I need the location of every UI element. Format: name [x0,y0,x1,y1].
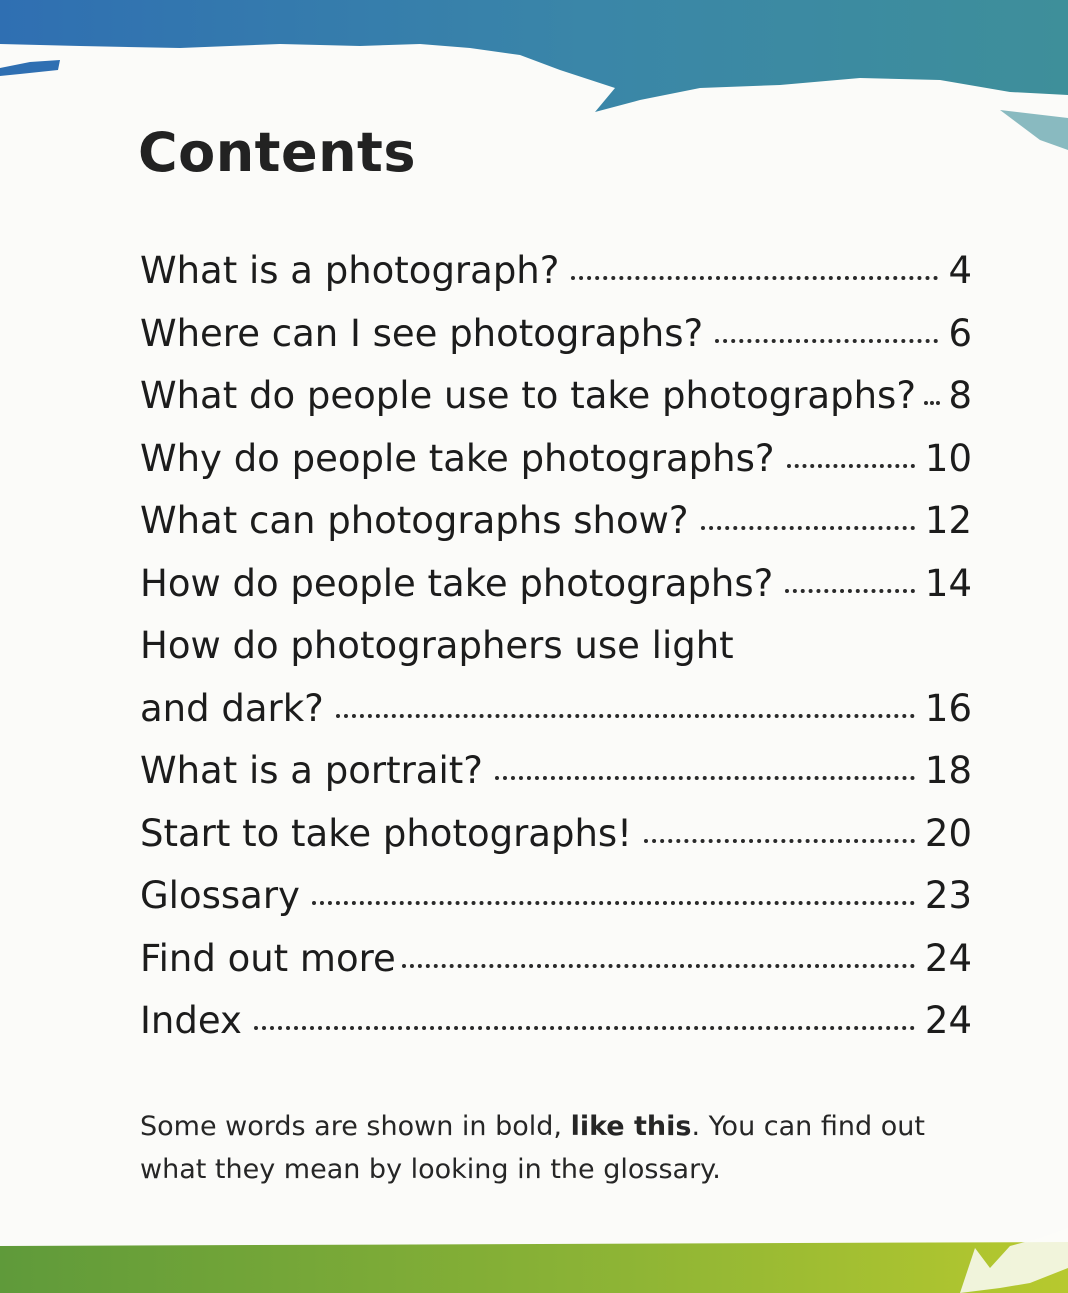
toc-entry [140,865,972,928]
toc-dot-leader [571,276,938,280]
toc-dot-leader [785,589,915,593]
toc-page-number: 20 [924,811,972,855]
toc-entry [140,990,972,1053]
toc-entry-title: How do people take photographs? [140,561,774,605]
page-title: Contents [138,121,417,184]
note-bold-example: like this [570,1111,692,1142]
toc-page-number: 12 [924,499,972,542]
toc-page-number: 16 [924,686,972,730]
toc-entry-title: Glossary [140,874,300,917]
toc-dot-leader [715,339,938,343]
toc-entry [140,803,972,866]
toc-entry [140,240,972,303]
toc-entry-title: What do people use to take photographs? [140,374,916,417]
toc-dot-leader [312,901,915,905]
toc-entry [140,678,972,741]
toc-page-number: 14 [924,561,972,605]
toc-dot-leader [495,776,915,780]
toc-entry-first-line [140,615,972,678]
toc-page-number: 6 [948,311,972,355]
toc-entry-title: What can photographs show? [140,499,689,542]
toc-entry-title: Find out more [140,936,396,980]
note-text-continued: . You can find out what they mean by looking in the glossary. [140,1111,925,1185]
toc-page-number: 10 [924,436,972,480]
toc-entry-title: How do photographers use light [140,624,734,667]
toc-dot-leader [402,964,915,968]
toc-page-number: 18 [924,749,972,792]
toc-entry [140,365,972,428]
toc-page-number: 24 [924,936,972,980]
toc-dot-leader [787,464,915,468]
toc-page-number: 24 [924,999,972,1042]
toc-entry [140,303,972,366]
toc-entry [140,928,972,991]
glossary-note [140,1105,970,1191]
note-text: Some words are shown in bold, [140,1111,571,1142]
toc-entry [140,428,972,491]
toc-page-number: 23 [924,874,972,917]
toc-entry [140,740,972,803]
toc-entry [140,490,972,553]
toc-dot-leader [336,714,915,718]
toc-entry-title: Start to take photographs! [140,811,633,855]
bottom-decorative-band [0,1228,1068,1293]
toc-entry-title: What is a portrait? [140,749,483,792]
toc-dot-leader [254,1026,915,1030]
toc-page-number: 8 [948,374,972,417]
toc-dot-leader [644,839,915,843]
toc-entry-title: What is a photograph? [140,249,560,292]
toc-dot-leader [924,401,941,405]
table-of-contents [140,240,972,1053]
toc-entry-title: Where can I see photographs? [140,311,704,355]
toc-page-number: 4 [948,249,972,292]
toc-entry-title: Why do people take photographs? [140,436,775,480]
toc-entry-title-continued: and dark? [140,686,324,730]
toc-entry [140,553,972,616]
toc-entry-title: Index [140,999,242,1042]
toc-dot-leader [701,526,915,530]
